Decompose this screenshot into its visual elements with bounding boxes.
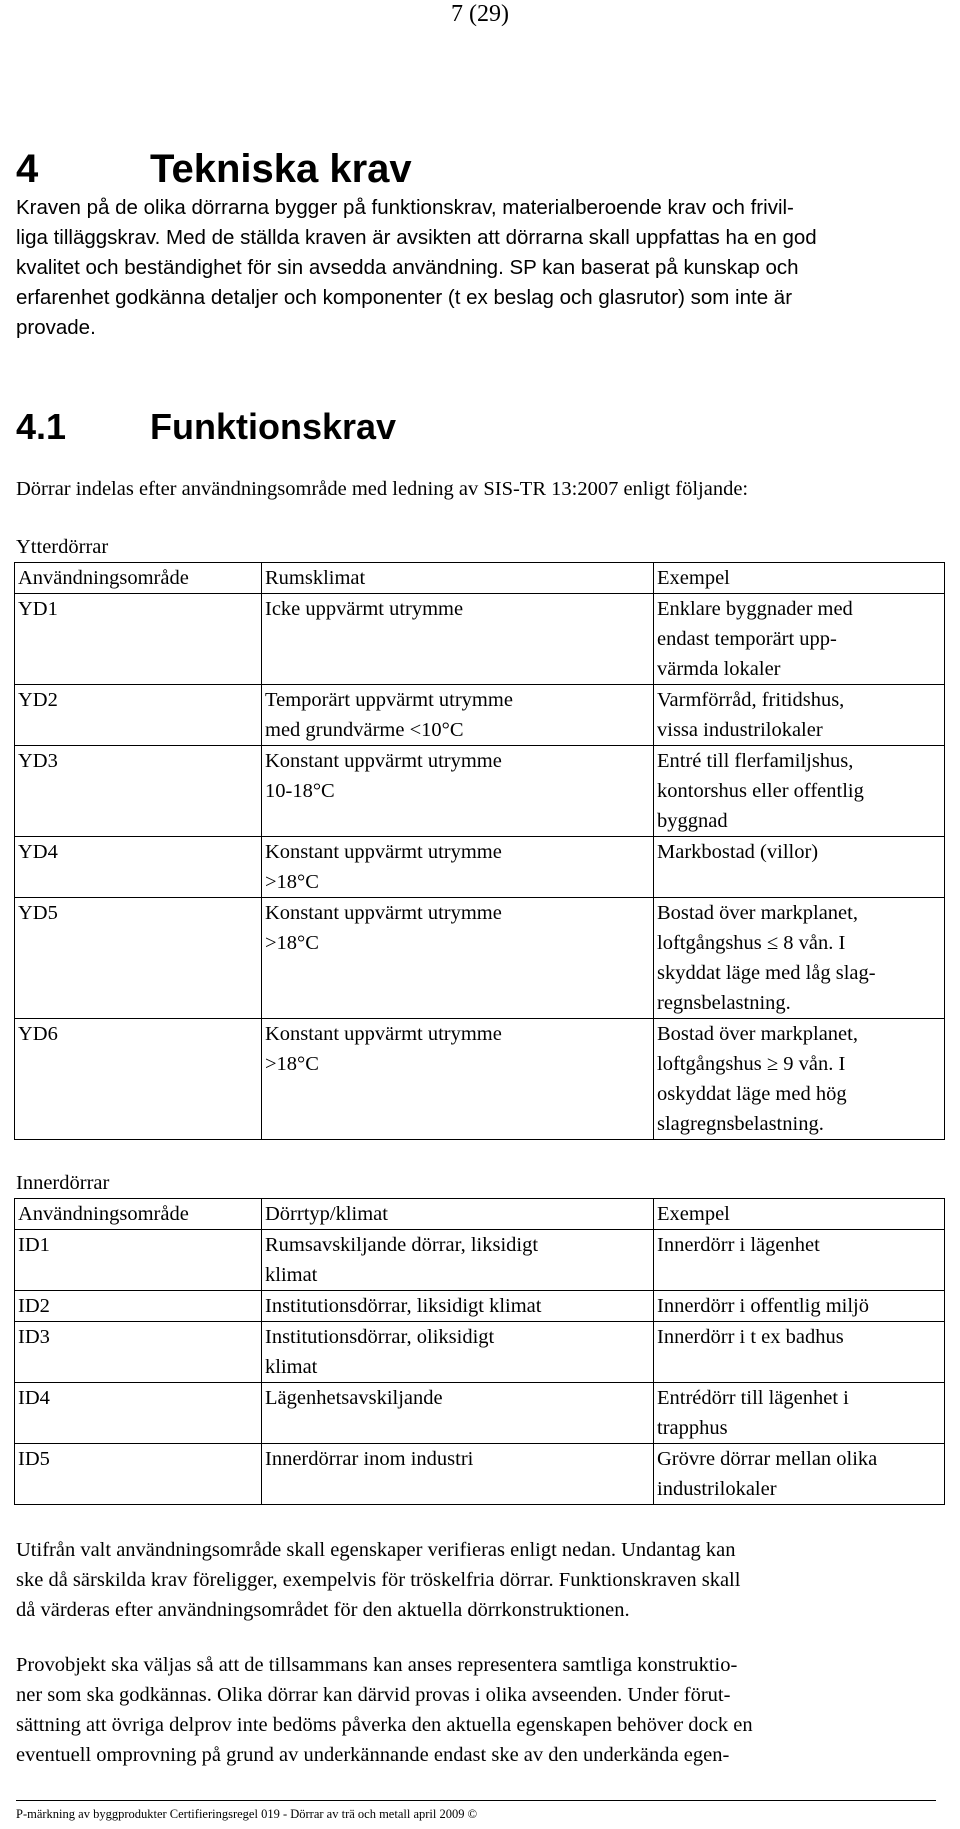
text-line: ske då särskilda krav föreligger, exempelvis för tröskelfria dörrar. Funktionskraven skall [16,1569,741,1591]
section-title: Funktionskrav [150,406,397,447]
section-intro: Dörrar indelas efter användningsområde med ledning av SIS-TR 13:2007 enligt följande: [16,478,749,500]
climate-cell [262,594,654,685]
cell-line: Konstant uppvärmt utrymme [265,750,502,772]
intro-paragraph [16,193,941,343]
cell-line: Institutionsdörrar, oliksidigt [265,1326,495,1348]
column-header: Exempel [654,563,945,594]
climate-cell [262,746,654,837]
category-code: ID5 [15,1444,262,1505]
chapter-number: 4 [16,147,39,191]
table-row [15,1019,945,1140]
table-row [15,685,945,746]
cell-line: Entré till flerfamiljshus, [657,750,854,772]
cell-line: Varmförråd, fritidshus, [657,689,845,711]
cell-line: klimat [265,1264,318,1286]
text-line: Kraven på de olika dörrarna bygger på funktionskrav, materialberoende krav och frivil- [16,196,794,219]
cell-line: Innerdörrar inom industri [265,1448,474,1470]
footer-text: P-märkning av byggprodukter Certifieringsregel 019 - Dörrar av trä och metall april 2009 © [16,1807,478,1821]
cell-line: Temporärt uppvärmt utrymme [265,689,513,711]
category-code: YD5 [15,898,262,1019]
example-cell [654,594,945,685]
cell-line: Entrédörr till lägenhet i [657,1387,849,1409]
table-row [15,1444,945,1505]
cell-line: Institutionsdörrar, liksidigt klimat [265,1295,542,1317]
climate-cell [262,1230,654,1291]
text-line: provade. [16,316,96,339]
chapter-heading [16,145,412,193]
cell-line: >18°C [265,932,319,954]
cell-line: Lägenhetsavskiljande [265,1387,443,1409]
cell-line: Icke uppvärmt utrymme [265,598,464,620]
column-header: Dörrtyp/klimat [262,1199,654,1230]
example-cell [654,1322,945,1383]
example-cell [654,1383,945,1444]
cell-line: >18°C [265,871,319,893]
text-line: ner som ska godkännas. Olika dörrar kan därvid provas i olika avseenden. Under förut- [16,1684,731,1706]
cell-line: skyddat läge med låg slag- [657,962,876,984]
climate-cell [262,1291,654,1322]
cell-line: Markbostad (villor) [657,841,819,863]
section-number: 4.1 [16,406,67,447]
climate-cell [262,1322,654,1383]
text-line: då värderas efter användningsområdet för den aktuella dörrkonstruktionen. [16,1599,630,1621]
text-line: sättning att övriga delprov inte bedöms påverka den aktuella egenskapen behöver dock en [16,1714,753,1736]
cell-line: Innerdörr i lägenhet [657,1234,820,1256]
exterior-doors-table [14,562,945,1140]
text-line: liga tilläggskrav. Med de ställda kraven är avsikten att dörrarna skall uppfattas ha en god [16,226,817,249]
interior-doors-caption: Innerdörrar [16,1172,110,1194]
paragraph-verification [16,1535,941,1625]
cell-line: Innerdörr i offentlig miljö [657,1295,869,1317]
table-row [15,837,945,898]
cell-line: regnsbelastning. [657,992,791,1014]
cell-line: Innerdörr i t ex badhus [657,1326,844,1348]
column-header: Rumsklimat [262,563,654,594]
text-line: eventuell omprovning på grund av underkännande endast ske av den underkända egen- [16,1744,730,1766]
cell-line: loftgångshus ≥ 9 vån. I [657,1053,846,1075]
example-cell [654,1019,945,1140]
table-header-row [15,563,945,594]
cell-line: industrilokaler [657,1478,777,1500]
example-cell [654,1291,945,1322]
paragraph-test-objects [16,1650,941,1770]
climate-cell [262,837,654,898]
cell-line: slagregnsbelastning. [657,1113,824,1135]
category-code: ID3 [15,1322,262,1383]
cell-line: vissa industrilokaler [657,719,823,741]
cell-line: Enklare byggnader med [657,598,853,620]
table-row [15,594,945,685]
footer-rule [16,1800,936,1801]
exterior-doors-caption: Ytterdörrar [16,536,109,558]
example-cell [654,837,945,898]
text-line: erfarenhet godkänna detaljer och komponenter (t ex beslag och glasrutor) som inte är [16,286,793,309]
table-row [15,1322,945,1383]
section-heading [16,405,396,449]
cell-line: Rumsavskiljande dörrar, liksidigt [265,1234,539,1256]
category-code: ID1 [15,1230,262,1291]
example-cell [654,685,945,746]
cell-line: Konstant uppvärmt utrymme [265,1023,502,1045]
example-cell [654,746,945,837]
text-line: Provobjekt ska väljas så att de tillsammans kan anses representera samtliga konstruktio- [16,1654,738,1676]
category-code: YD2 [15,685,262,746]
cell-line: Konstant uppvärmt utrymme [265,902,502,924]
table-row [15,898,945,1019]
column-header: Användningsområde [15,1199,262,1230]
climate-cell [262,1383,654,1444]
category-code: YD6 [15,1019,262,1140]
table-row [15,1383,945,1444]
category-code: YD4 [15,837,262,898]
cell-line: byggnad [657,810,728,832]
example-cell [654,898,945,1019]
interior-doors-table [14,1198,945,1505]
table-row [15,746,945,837]
page-footer [16,1806,477,1822]
category-code: ID2 [15,1291,262,1322]
column-header: Användningsområde [15,563,262,594]
cell-line: Bostad över markplanet, [657,902,858,924]
cell-line: Konstant uppvärmt utrymme [265,841,502,863]
cell-line: endast temporärt upp- [657,628,837,650]
category-code: ID4 [15,1383,262,1444]
table-row [15,1291,945,1322]
text-line: Utifrån valt användningsområde skall egenskaper verifieras enligt nedan. Undantag kan [16,1539,736,1561]
page-number: 7 (29) [451,1,509,27]
cell-line: loftgångshus ≤ 8 vån. I [657,932,846,954]
category-code: YD1 [15,594,262,685]
climate-cell [262,685,654,746]
cell-line: oskyddat läge med hög [657,1083,847,1105]
example-cell [654,1444,945,1505]
example-cell [654,1230,945,1291]
climate-cell [262,1019,654,1140]
text-line: kvalitet och beständighet för sin avsedda användning. SP kan baserat på kunskap och [16,256,799,279]
chapter-title: Tekniska krav [150,147,412,191]
cell-line: trapphus [657,1417,728,1439]
cell-line: med grundvärme <10°C [265,719,464,741]
cell-line: Grövre dörrar mellan olika [657,1448,878,1470]
table-row [15,1230,945,1291]
cell-line: klimat [265,1356,318,1378]
climate-cell [262,898,654,1019]
cell-line: 10-18°C [265,780,335,802]
table-header-row [15,1199,945,1230]
cell-line: Bostad över markplanet, [657,1023,858,1045]
category-code: YD3 [15,746,262,837]
column-header: Exempel [654,1199,945,1230]
cell-line: kontorshus eller offentlig [657,780,864,802]
climate-cell [262,1444,654,1505]
cell-line: värmda lokaler [657,658,781,680]
cell-line: >18°C [265,1053,319,1075]
